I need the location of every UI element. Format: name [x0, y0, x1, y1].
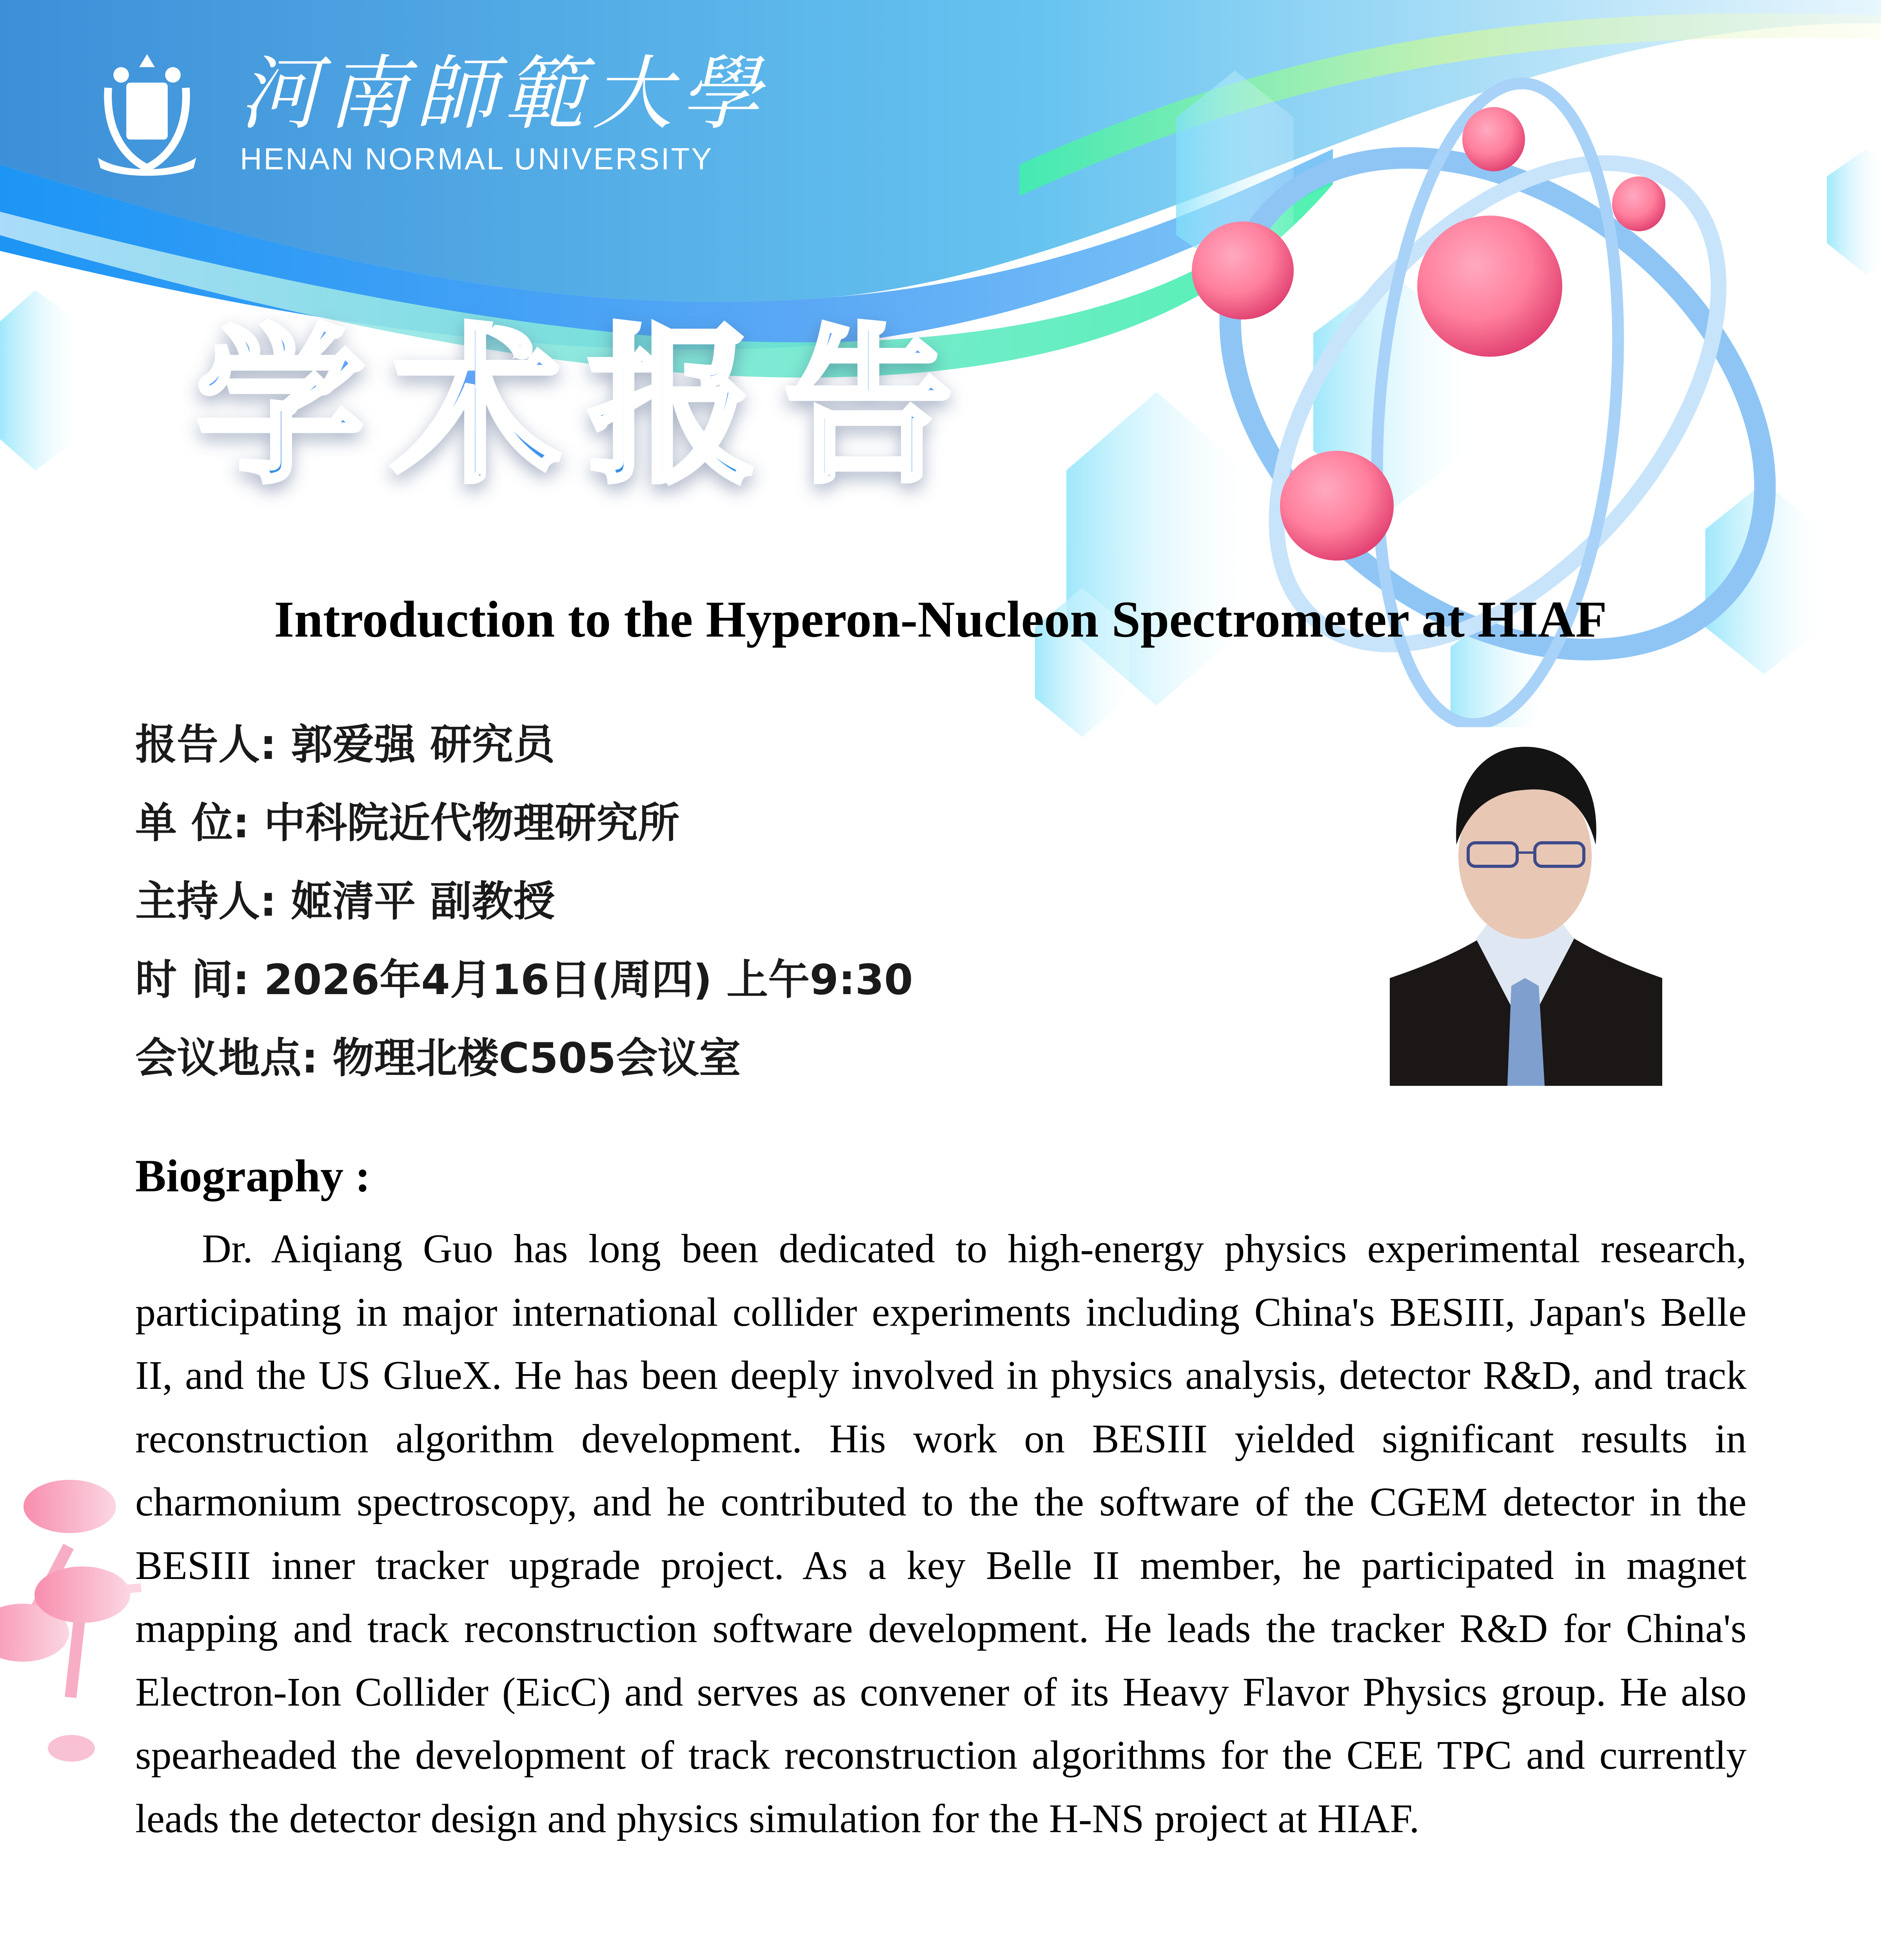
university-logo: [82, 47, 768, 178]
info-label: 时 间: [135, 956, 233, 1004]
info-value: 郭爱强 研究员: [291, 720, 555, 769]
info-value: 2026年4月16日(周四) 上午9:30: [264, 956, 913, 1004]
info-host: [135, 866, 913, 945]
speaker-portrait-icon: [1390, 727, 1662, 1086]
molecule-decor: [0, 1480, 141, 1762]
info-separator: :: [232, 956, 264, 1004]
info-label: 会议地点: [135, 1034, 301, 1082]
info-speaker: [135, 710, 913, 788]
info-separator: :: [260, 720, 291, 769]
university-seal-icon: [82, 49, 212, 178]
info-separator: :: [232, 799, 264, 847]
info-label: 单 位: [135, 799, 233, 847]
info-value: 物理北楼C505会议室: [332, 1034, 741, 1082]
info-location: [135, 1023, 913, 1102]
info-label: 报告人: [135, 720, 260, 769]
info-value: 姬清平 副教授: [291, 877, 555, 926]
biography-text: Dr. Aiqiang Guo has long been dedicated to high-energy physics experimental research, participating in major international collider experiments including China's BESIII, Japan's Belle II, and the US GlueX. He has been deeply involved in physics analysis, detector R&D, and track reconstruction algorithm development. His work on BESIII yielded significant results in charmonium spectroscopy, and he contributed to the the software of the CGEM detector in the BESIII inner tracker upgrade project. As a key Belle II member, he participated in magnet mapping and track reconstruction software development. He leads the tracker R&D for China's Electron-Ion Collider (EicC) and serves as convener of its Heavy Flavor Physics group. He also spearheaded the development of track reconstruction algorithms for the CEE TPC and currently leads the detector design and physics simulation for the H-NS project at HIAF.: [135, 1226, 1747, 1841]
talk-title: Introduction to the Hyperon-Nucleon Spectrometer at HIAF: [274, 590, 1607, 648]
info-time: [135, 945, 913, 1023]
banner-title: 学术报告: [196, 310, 980, 506]
info-separator: :: [301, 1034, 333, 1082]
talk-info: [135, 710, 913, 1102]
university-name-en: HENAN NORMAL UNIVERSITY: [240, 142, 714, 176]
info-value: 中科院近代物理研究所: [264, 799, 680, 847]
university-name-cn: 河南師範大學: [239, 47, 768, 141]
info-separator: :: [260, 877, 291, 926]
speaker-photo: [1390, 727, 1662, 1086]
biography-heading: Biography :: [135, 1150, 370, 1201]
info-label: 主持人: [135, 877, 260, 926]
info-affiliation: [135, 788, 913, 866]
